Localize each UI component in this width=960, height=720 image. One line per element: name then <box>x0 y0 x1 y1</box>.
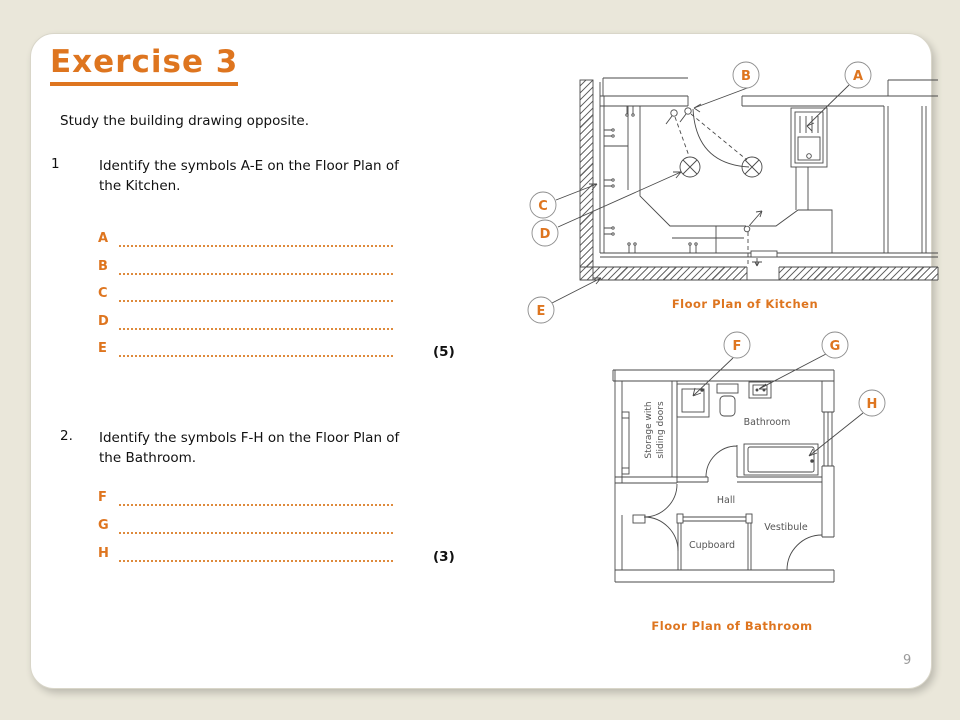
bathroom-caption: Floor Plan of Bathroom <box>651 619 813 633</box>
answer-row-b <box>98 259 398 279</box>
answer-line-c <box>119 298 393 302</box>
kitchen-plan <box>552 78 938 303</box>
question-2-text <box>99 428 439 468</box>
kitchen-counter <box>604 106 832 253</box>
bathroom-label-h: H <box>866 397 878 412</box>
room-label-vestibule: Vestibule <box>764 522 808 533</box>
page-title: Exercise 3 <box>50 44 238 86</box>
kitchen-walls <box>580 78 938 280</box>
answer-row-a <box>98 231 398 251</box>
question-2-line2: the Bathroom. <box>99 450 197 466</box>
bathroom-leader-lines <box>693 354 863 456</box>
answer-letter-e: E <box>98 341 107 356</box>
question-1-number: 1 <box>51 156 60 172</box>
toilet <box>717 384 738 416</box>
question-1-line1: Identify the symbols A-E on the Floor Plan of <box>99 158 399 174</box>
room-label-hall: Hall <box>716 495 736 506</box>
shower-tray <box>677 384 709 417</box>
kitchen-label-a: A <box>852 69 864 84</box>
answer-line-f <box>119 502 393 506</box>
question-2-number: 2. <box>60 428 73 444</box>
kitchen-label-c: C <box>538 199 548 214</box>
answer-letter-c: C <box>98 286 108 301</box>
light-switch-icons <box>666 108 691 124</box>
bathroom-door-arcs <box>644 445 822 570</box>
bathroom-plan <box>613 354 863 582</box>
sink-unit <box>791 108 827 210</box>
room-label-storage-line1: Storage with <box>644 401 654 459</box>
kitchen-label-e: E <box>536 304 546 319</box>
answer-line-h <box>119 558 393 562</box>
page-number: 9 <box>903 653 912 668</box>
kitchen-leader-lines <box>552 85 849 303</box>
question-2-line1: Identify the symbols F-H on the Floor Plan of <box>99 430 400 446</box>
bathroom-label-f: F <box>732 339 742 354</box>
kitchen-door-arc <box>693 109 749 167</box>
answer-row-d <box>98 314 398 334</box>
bathtub <box>744 444 818 475</box>
answer-row-c <box>98 286 398 306</box>
answer-line-e <box>119 353 393 357</box>
answer-line-a <box>119 243 393 247</box>
answer-row-e <box>98 341 398 361</box>
question-2-marks: (3) <box>433 549 455 565</box>
answer-line-b <box>119 271 393 275</box>
answer-line-d <box>119 326 393 330</box>
cooker-switch-icon <box>744 211 762 266</box>
room-label-cupboard: Cupboard <box>688 540 736 551</box>
answer-letter-h: H <box>98 546 109 561</box>
question-1-text <box>99 156 439 196</box>
intro-text: Study the building drawing opposite. <box>60 113 310 129</box>
answer-row-f <box>98 490 398 510</box>
question-1-marks: (5) <box>433 344 455 360</box>
answer-letter-g: G <box>98 518 109 533</box>
answer-letter-a: A <box>98 231 109 246</box>
bathroom-label-g: G <box>829 339 841 354</box>
answer-letter-d: D <box>98 314 109 329</box>
kitchen-label-b: B <box>741 69 751 84</box>
answer-row-h <box>98 546 398 566</box>
kitchen-caption: Floor Plan of Kitchen <box>671 297 819 311</box>
reference-labels <box>528 62 885 416</box>
answer-row-g <box>98 518 398 538</box>
answer-line-g <box>119 530 393 534</box>
answer-letter-b: B <box>98 259 108 274</box>
socket-outlet-icons <box>604 106 697 253</box>
question-1-line2: the Kitchen. <box>99 178 181 194</box>
answer-letter-f: F <box>98 490 107 505</box>
room-label-storage-line2: sliding doors <box>656 401 666 459</box>
room-label-bathroom: Bathroom <box>743 417 791 428</box>
kitchen-label-d: D <box>539 227 551 242</box>
